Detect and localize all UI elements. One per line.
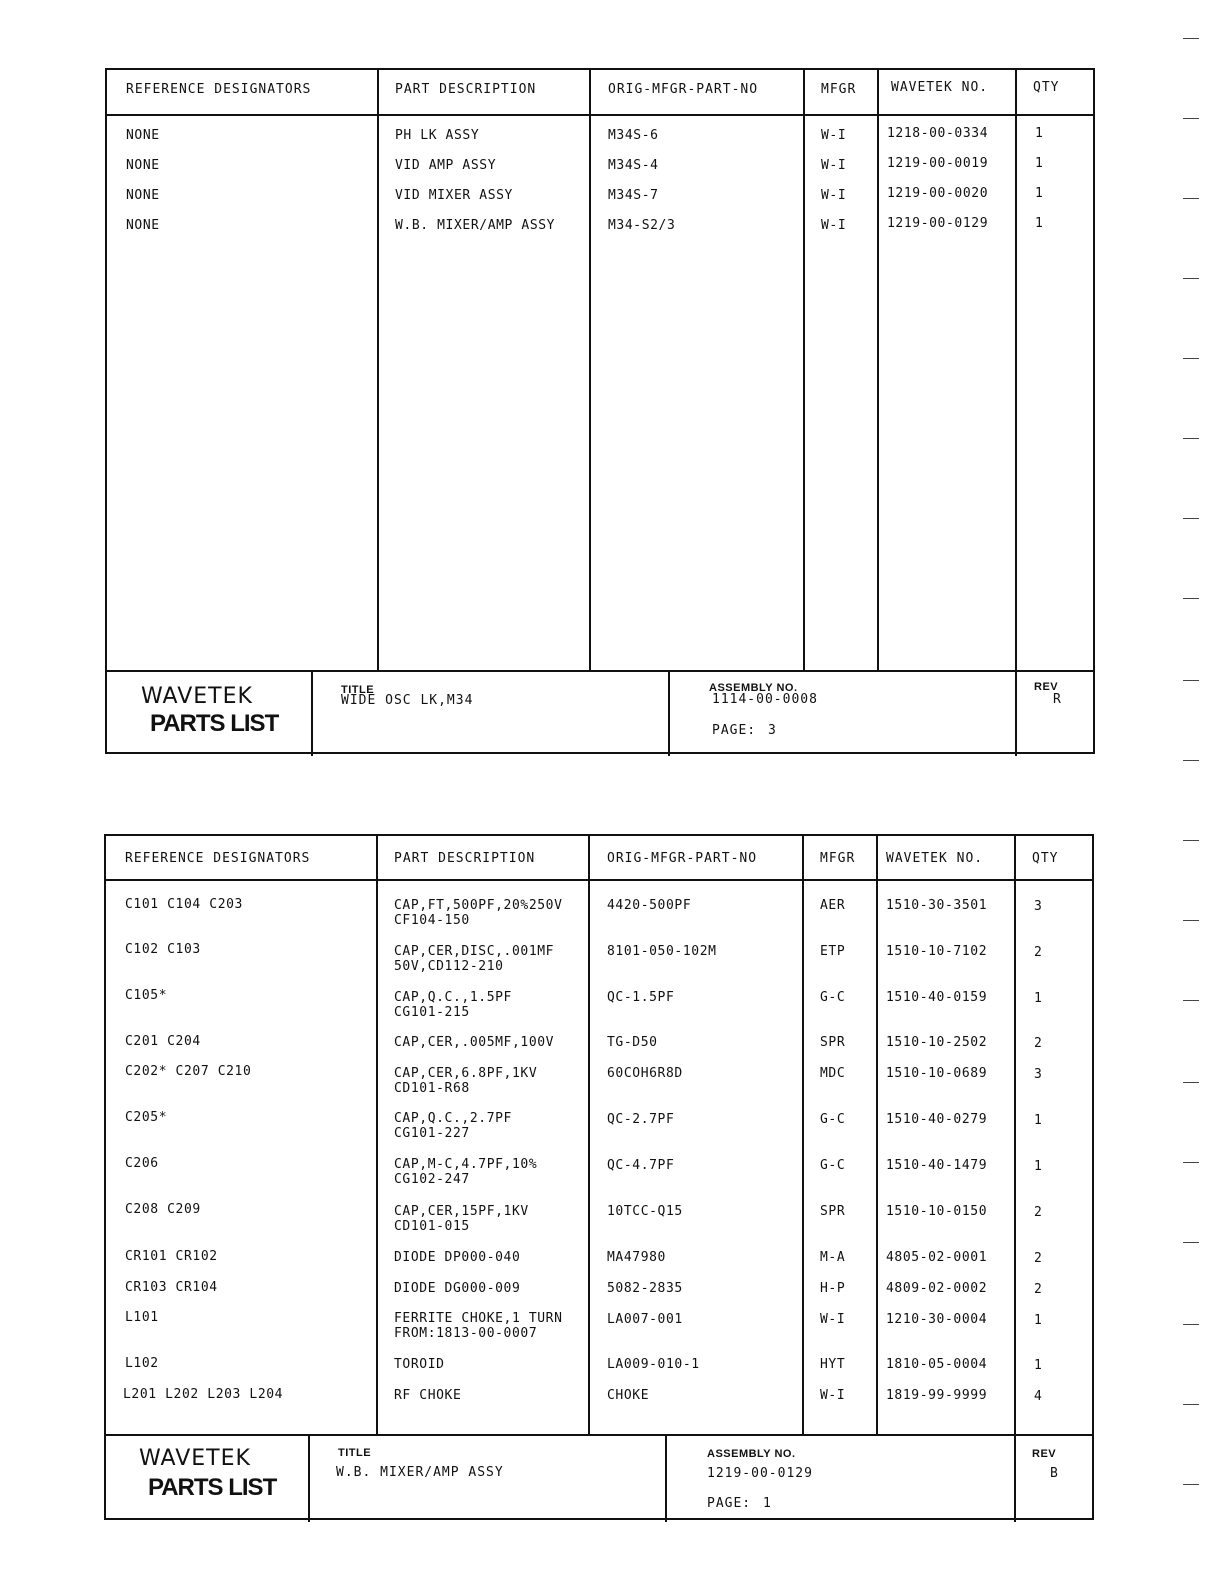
page-label: PAGE: <box>712 723 757 738</box>
wavetek-no: 1510-10-2502 <box>886 1035 988 1050</box>
ref-designator: NONE <box>126 188 160 203</box>
header-rule <box>106 879 1092 881</box>
part-description: CAP,FT,500PF,20%250V <box>394 898 563 913</box>
header-part-description: PART DESCRIPTION <box>394 851 536 866</box>
wavetek-no: 1210-30-0004 <box>886 1312 988 1327</box>
part-description: TOROID <box>394 1357 445 1372</box>
margin-tick <box>1183 438 1199 439</box>
margin-tick <box>1183 1242 1199 1243</box>
orig-part-no: QC-1.5PF <box>607 990 675 1005</box>
margin-tick <box>1183 760 1199 761</box>
margin-tick <box>1183 1484 1199 1485</box>
column-rule <box>589 70 591 672</box>
assembly-no: 1114-00-0008 <box>712 692 818 707</box>
ref-designator: C101 C104 C203 <box>125 897 243 912</box>
orig-part-no: CHOKE <box>607 1388 650 1403</box>
orig-part-no: MA47980 <box>607 1250 666 1265</box>
wavetek-no: 1510-10-0150 <box>886 1204 988 1219</box>
header-qty: QTY <box>1033 80 1060 95</box>
rev-value: R <box>1053 692 1062 707</box>
part-description-line2: CG102-247 <box>394 1172 470 1187</box>
header-qty: QTY <box>1032 851 1059 866</box>
ref-designator: C205* <box>125 1110 168 1125</box>
footer-rule-v <box>668 672 670 756</box>
orig-part-no: M34S-6 <box>608 128 659 143</box>
margin-tick <box>1183 1404 1199 1405</box>
header-wavetek-no: WAVETEK NO. <box>886 851 984 866</box>
orig-part-no: QC-2.7PF <box>607 1112 675 1127</box>
mfgr: W-I <box>820 1312 846 1327</box>
wavetek-no: 1510-40-0159 <box>886 990 988 1005</box>
footer-rule-v <box>1015 672 1017 756</box>
ref-designator: NONE <box>126 218 160 233</box>
part-description: PH LK ASSY <box>395 128 480 143</box>
qty: 1 <box>1034 1159 1043 1174</box>
orig-part-no: 5082-2835 <box>607 1281 683 1296</box>
header-reference-designators: REFERENCE DESIGNATORS <box>126 82 312 97</box>
part-description-line2: CD101-015 <box>394 1219 470 1234</box>
qty: 1 <box>1034 1313 1043 1328</box>
ref-designator: C202* C207 C210 <box>125 1064 252 1079</box>
part-description-line2: CF104-150 <box>394 913 470 928</box>
wavetek-no: 1510-40-1479 <box>886 1158 988 1173</box>
rev-label: REV <box>1034 681 1059 693</box>
margin-tick <box>1183 118 1199 119</box>
wavetek-no: 1218-00-0334 <box>887 126 989 141</box>
part-description: DIODE DG000-009 <box>394 1281 521 1296</box>
header-orig-mfgr-part-no: ORIG-MFGR-PART-NO <box>607 851 758 866</box>
margin-tick <box>1183 278 1199 279</box>
mfgr: M-A <box>820 1250 846 1265</box>
qty: 2 <box>1034 1251 1043 1266</box>
wavetek-no: 1510-40-0279 <box>886 1112 988 1127</box>
ref-designator: CR103 CR104 <box>125 1280 218 1295</box>
ref-designator: L102 <box>125 1356 159 1371</box>
parts-list-sheet-1 <box>105 68 1095 754</box>
margin-tick <box>1183 1324 1199 1325</box>
wavetek-no: 1810-05-0004 <box>886 1357 988 1372</box>
ref-designator: C102 C103 <box>125 942 201 957</box>
header-wavetek-no: WAVETEK NO. <box>891 80 989 95</box>
rev-label: REV <box>1032 1448 1057 1460</box>
qty: 1 <box>1034 1113 1043 1128</box>
mfgr: W-I <box>821 158 847 173</box>
qty: 2 <box>1034 1036 1043 1051</box>
column-rule <box>376 836 378 1436</box>
margin-tick <box>1183 598 1199 599</box>
wavetek-no: 1219-00-0020 <box>887 186 989 201</box>
column-rule <box>377 70 379 672</box>
qty: 1 <box>1034 1358 1043 1373</box>
mfgr: SPR <box>820 1035 846 1050</box>
qty: 2 <box>1034 1282 1043 1297</box>
parts-list-label: PARTS LIST <box>150 710 279 737</box>
wavetek-no: 4805-02-0001 <box>886 1250 988 1265</box>
part-description: FERRITE CHOKE,1 TURN <box>394 1311 563 1326</box>
qty: 2 <box>1034 945 1043 960</box>
parts-list-sheet-2 <box>104 834 1094 1520</box>
mfgr: W-I <box>821 188 847 203</box>
margin-tick <box>1183 1082 1199 1083</box>
ref-designator: L101 <box>125 1310 159 1325</box>
orig-part-no: 4420-500PF <box>607 898 692 913</box>
assembly-no-label: ASSEMBLY NO. <box>709 682 798 694</box>
rev-value: B <box>1050 1466 1059 1481</box>
qty: 1 <box>1035 186 1044 201</box>
ref-designator: C206 <box>125 1156 159 1171</box>
mfgr: MDC <box>820 1066 846 1081</box>
part-description: CAP,CER,15PF,1KV <box>394 1204 529 1219</box>
orig-part-no: QC-4.7PF <box>607 1158 675 1173</box>
footer-rule-v <box>665 1436 667 1522</box>
title-label: TITLE <box>341 684 375 696</box>
margin-tick <box>1183 518 1199 519</box>
wavetek-no: 1510-30-3501 <box>886 898 988 913</box>
wavetek-no: 1819-99-9999 <box>886 1388 988 1403</box>
header-mfgr: MFGR <box>820 851 856 866</box>
qty: 4 <box>1034 1389 1043 1404</box>
column-rule <box>802 836 804 1436</box>
mfgr: G-C <box>820 1158 846 1173</box>
part-description: VID MIXER ASSY <box>395 188 513 203</box>
qty: 1 <box>1034 991 1043 1006</box>
qty: 1 <box>1035 126 1044 141</box>
qty: 3 <box>1034 1067 1043 1082</box>
column-rule <box>876 836 878 1436</box>
ref-designator: C105* <box>125 988 168 1003</box>
orig-part-no: 8101-050-102M <box>607 944 717 959</box>
ref-designator: NONE <box>126 158 160 173</box>
part-description: CAP,CER,DISC,.001MF <box>394 944 555 959</box>
part-description: CAP,M-C,4.7PF,10% <box>394 1157 538 1172</box>
column-rule <box>588 836 590 1436</box>
margin-tick <box>1183 198 1199 199</box>
column-rule <box>803 70 805 672</box>
part-description: DIODE DP000-040 <box>394 1250 521 1265</box>
part-description: CAP,Q.C.,1.5PF <box>394 990 512 1005</box>
ref-designator: NONE <box>126 128 160 143</box>
mfgr: H-P <box>820 1281 846 1296</box>
part-description-line2: FROM:1813-00-0007 <box>394 1326 538 1341</box>
part-description-line2: CG101-215 <box>394 1005 470 1020</box>
column-rule <box>1015 70 1017 672</box>
orig-part-no: M34S-4 <box>608 158 659 173</box>
wavetek-logo: WAVETEK <box>141 684 253 709</box>
margin-tick <box>1183 920 1199 921</box>
part-description: CAP,CER,.005MF,100V <box>394 1035 555 1050</box>
mfgr: ETP <box>820 944 846 959</box>
mfgr: W-I <box>821 128 847 143</box>
column-rule <box>877 70 879 672</box>
footer-rule-v <box>1014 1436 1016 1522</box>
part-description-line2: 50V,CD112-210 <box>394 959 504 974</box>
ref-designator: C208 C209 <box>125 1202 201 1217</box>
part-description: W.B. MIXER/AMP ASSY <box>395 218 556 233</box>
ref-designator: C201 C204 <box>125 1034 201 1049</box>
footer-rule-v <box>311 672 313 756</box>
mfgr: HYT <box>820 1357 846 1372</box>
title-label: TITLE <box>338 1447 372 1459</box>
orig-part-no: TG-D50 <box>607 1035 658 1050</box>
mfgr: G-C <box>820 990 846 1005</box>
footer-rule-v <box>308 1436 310 1522</box>
mfgr: W-I <box>820 1388 846 1403</box>
page-number: 1 <box>763 1496 772 1511</box>
wavetek-logo: WAVETEK <box>139 1446 251 1471</box>
part-description: RF CHOKE <box>394 1388 462 1403</box>
part-description: VID AMP ASSY <box>395 158 497 173</box>
footer-rule <box>106 1434 1092 1436</box>
margin-tick <box>1183 38 1199 39</box>
part-description: CAP,Q.C.,2.7PF <box>394 1111 512 1126</box>
assembly-title: W.B. MIXER/AMP ASSY <box>336 1465 504 1480</box>
header-rule <box>107 114 1093 116</box>
margin-tick <box>1183 1000 1199 1001</box>
orig-part-no: LA009-010-1 <box>607 1357 700 1372</box>
ref-designator: CR101 CR102 <box>125 1249 218 1264</box>
wavetek-no: 1510-10-7102 <box>886 944 988 959</box>
orig-part-no: 60COH6R8D <box>607 1066 683 1081</box>
margin-tick <box>1183 1162 1199 1163</box>
part-description: CAP,CER,6.8PF,1KV <box>394 1066 538 1081</box>
header-part-description: PART DESCRIPTION <box>395 82 537 97</box>
orig-part-no: 10TCC-Q15 <box>607 1204 683 1219</box>
mfgr: AER <box>820 898 846 913</box>
footer-rule <box>107 670 1093 672</box>
wavetek-no: 1219-00-0129 <box>887 216 989 231</box>
page-number: 3 <box>768 723 777 738</box>
wavetek-no: 1510-10-0689 <box>886 1066 988 1081</box>
mfgr: W-I <box>821 218 847 233</box>
assembly-no-label: ASSEMBLY NO. <box>707 1448 796 1460</box>
orig-part-no: LA007-001 <box>607 1312 683 1327</box>
wavetek-no: 1219-00-0019 <box>887 156 989 171</box>
margin-tick <box>1183 358 1199 359</box>
qty: 1 <box>1035 216 1044 231</box>
part-description-line2: CG101-227 <box>394 1126 470 1141</box>
parts-list-label: PARTS LIST <box>148 1474 277 1501</box>
margin-tick <box>1183 680 1199 681</box>
orig-part-no: M34S-7 <box>608 188 659 203</box>
ref-designator: L201 L202 L203 L204 <box>123 1387 284 1402</box>
qty: 2 <box>1034 1205 1043 1220</box>
header-reference-designators: REFERENCE DESIGNATORS <box>125 851 311 866</box>
mfgr: G-C <box>820 1112 846 1127</box>
margin-tick <box>1183 840 1199 841</box>
orig-part-no: M34-S2/3 <box>608 218 676 233</box>
header-mfgr: MFGR <box>821 82 857 97</box>
mfgr: SPR <box>820 1204 846 1219</box>
part-description-line2: CD101-R68 <box>394 1081 470 1096</box>
page-label: PAGE: <box>707 1496 752 1511</box>
assembly-title: WIDE OSC LK,M34 <box>341 693 474 708</box>
assembly-no: 1219-00-0129 <box>707 1466 813 1481</box>
column-rule <box>1014 836 1016 1436</box>
qty: 1 <box>1035 156 1044 171</box>
wavetek-no: 4809-02-0002 <box>886 1281 988 1296</box>
header-orig-mfgr-part-no: ORIG-MFGR-PART-NO <box>608 82 759 97</box>
qty: 3 <box>1034 899 1043 914</box>
